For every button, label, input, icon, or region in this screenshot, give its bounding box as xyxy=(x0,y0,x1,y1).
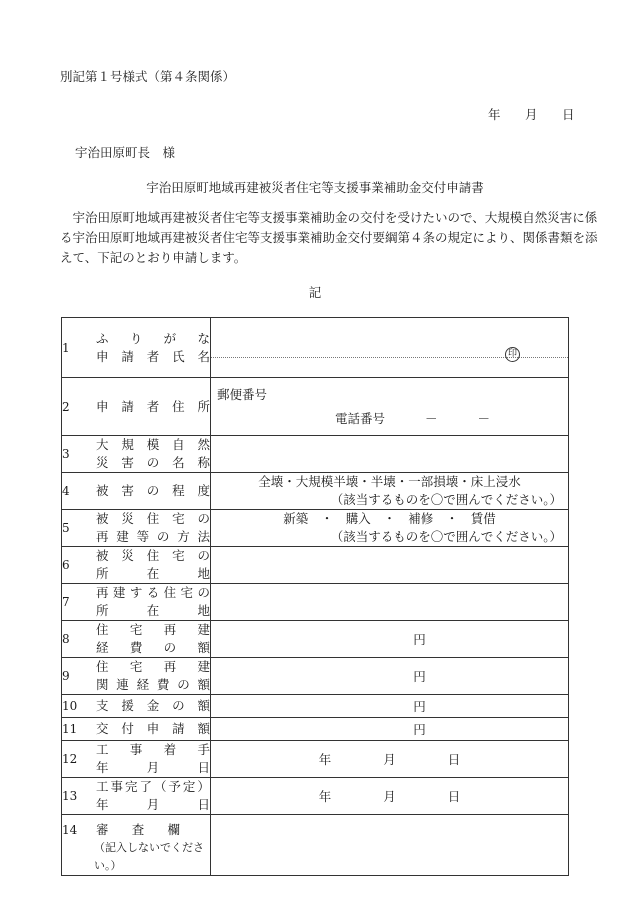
label-char: 再 xyxy=(96,585,109,600)
label-char: 度 xyxy=(197,483,210,498)
label-char: 再 xyxy=(163,659,177,674)
label-char: 所 xyxy=(96,603,109,618)
label-char: 自 xyxy=(172,437,185,452)
addressee: 宇治田原町長 様 xyxy=(75,145,176,160)
label-char: 審 xyxy=(96,822,109,837)
row-number: 13 xyxy=(62,778,91,815)
label-char: 称 xyxy=(197,455,210,470)
table-row xyxy=(62,718,569,741)
label-char: 建 xyxy=(112,585,126,600)
table-row xyxy=(62,584,569,621)
label-char: 害 xyxy=(121,483,134,498)
label-line xyxy=(90,658,210,676)
label-char: 経 xyxy=(96,640,109,655)
label-char: 大 xyxy=(96,437,109,452)
row-number: 9 xyxy=(62,658,91,695)
label-char: 地 xyxy=(197,603,210,618)
label-char: 請 xyxy=(172,721,185,736)
label-line xyxy=(90,398,210,416)
label-char: 関 xyxy=(96,677,109,692)
label-char: 査 xyxy=(131,822,145,837)
label-char: 申 xyxy=(146,721,160,736)
table-row xyxy=(62,741,569,778)
label-line xyxy=(90,759,210,777)
row-label xyxy=(90,718,211,741)
label-char: 方 xyxy=(177,529,190,544)
related-cost-field[interactable] xyxy=(211,658,569,695)
label-char: 在 xyxy=(146,603,160,618)
label-char: な xyxy=(197,330,210,346)
label-char: の xyxy=(156,529,170,544)
label-char: 宅 xyxy=(172,548,185,563)
row-label xyxy=(90,378,211,436)
table-row xyxy=(62,815,569,876)
row-label xyxy=(90,510,211,547)
label-char: 住 xyxy=(146,548,160,563)
label-char: の xyxy=(197,585,210,600)
label-line xyxy=(90,528,210,546)
label-line xyxy=(90,621,210,639)
label-char: る xyxy=(146,585,160,600)
month-label: 月 xyxy=(383,752,396,767)
seal-icon: 印 xyxy=(505,347,520,362)
row-number: 7 xyxy=(62,584,91,621)
label-line xyxy=(90,796,210,814)
label-char: 費 xyxy=(129,640,143,655)
label-char: 災 xyxy=(96,455,109,470)
applicant-name-field[interactable] xyxy=(211,318,569,378)
body-paragraph xyxy=(60,208,598,268)
label-char: 建 xyxy=(116,529,129,544)
label-line xyxy=(90,639,210,657)
label-char: 欄 xyxy=(167,822,180,837)
label-char: 年 xyxy=(96,760,109,775)
yen-unit: 円 xyxy=(413,669,426,684)
rebuild-options[interactable]: 新築 ・ 購入 ・ 補修 ・ 賃借 xyxy=(283,511,496,526)
label-char: 工 xyxy=(96,742,109,757)
label-char: 完 xyxy=(124,779,138,794)
label-char: 被 xyxy=(96,483,109,498)
rebuilt-house-location-field[interactable] xyxy=(211,584,569,621)
construction-start-field[interactable] xyxy=(211,741,569,778)
day-label: 日 xyxy=(447,752,461,767)
yen-unit: 円 xyxy=(413,722,426,737)
label-char: 者 xyxy=(146,348,160,364)
label-char: 事 xyxy=(129,742,143,757)
row-number: 2 xyxy=(62,378,91,436)
ki-heading: 記 xyxy=(308,285,322,300)
yen-unit: 円 xyxy=(413,632,426,647)
label-char: 所 xyxy=(197,398,210,414)
label-char: 規 xyxy=(121,437,134,452)
label-char: 連 xyxy=(116,677,129,692)
damage-options[interactable]: 全壊・大規模半壊・半壊・一部損壊・床上浸水 xyxy=(258,474,521,489)
label-line xyxy=(90,547,210,565)
label-char: 請 xyxy=(121,348,134,364)
label-char: の xyxy=(163,640,177,655)
label-char: 住 xyxy=(96,622,109,637)
label-char: 建 xyxy=(197,622,210,637)
label-char: 地 xyxy=(197,566,210,581)
label-char: 宅 xyxy=(172,511,185,526)
table-row xyxy=(62,436,569,473)
label-char: 定 xyxy=(182,779,196,794)
label-char: 交 xyxy=(96,721,109,736)
label-line xyxy=(90,436,210,454)
label-char: 日 xyxy=(197,760,210,775)
table-row xyxy=(62,547,569,584)
date-fields[interactable] xyxy=(211,787,568,805)
row-number: 5 xyxy=(62,510,91,547)
label-line xyxy=(90,676,210,694)
label-line xyxy=(90,348,210,366)
label-char: ふ xyxy=(96,330,109,346)
label-char: 建 xyxy=(197,659,210,674)
label-char: 名 xyxy=(172,455,185,470)
date-month: 月 xyxy=(525,107,538,122)
label-char: 害 xyxy=(121,455,134,470)
phone-label: 電話番号 xyxy=(334,410,385,426)
label-char: 手 xyxy=(197,742,210,757)
table-row xyxy=(62,621,569,658)
label-char: 援 xyxy=(121,698,134,713)
label-char: 宅 xyxy=(129,659,143,674)
label-char: 住 xyxy=(146,511,160,526)
year-label: 年 xyxy=(318,752,332,767)
label-char: 住 xyxy=(96,659,109,674)
label-char: 氏 xyxy=(172,348,185,364)
support-amount-field[interactable] xyxy=(211,695,569,718)
row-label xyxy=(90,815,211,876)
label-line xyxy=(90,330,210,348)
label-char: り xyxy=(129,330,143,346)
label-char: 宅 xyxy=(180,585,194,600)
label-char: 着 xyxy=(163,742,177,757)
row-label xyxy=(90,436,211,473)
day-label: 日 xyxy=(447,789,461,804)
disaster-name-field[interactable] xyxy=(211,436,569,473)
table-row xyxy=(62,378,569,436)
label-char: 付 xyxy=(121,721,134,736)
table-row xyxy=(62,695,569,718)
table-row xyxy=(62,510,569,547)
body-line: えて、下記のとおり申請します。 xyxy=(60,250,247,265)
row-label xyxy=(90,778,211,815)
label-char: 額 xyxy=(197,640,210,655)
label-char: 然 xyxy=(197,437,210,452)
label-char: 申 xyxy=(96,348,109,364)
date-day: 日 xyxy=(562,107,575,122)
year-label: 年 xyxy=(318,789,332,804)
application-table xyxy=(61,317,569,876)
label-char: 月 xyxy=(146,797,160,812)
postal-code-label: 郵便番号 xyxy=(217,386,268,402)
rebuild-cost-field[interactable] xyxy=(211,621,569,658)
table-row xyxy=(62,778,569,815)
rebuild-note: （該当するものを〇で囲んでください。） xyxy=(330,529,562,544)
row-number: 4 xyxy=(62,473,91,510)
row-number: 10 xyxy=(62,695,91,718)
label-char: 額 xyxy=(197,698,210,713)
label-line xyxy=(90,602,210,620)
label-char: 程 xyxy=(172,483,185,498)
label-char: の xyxy=(197,548,210,563)
table-row xyxy=(62,318,569,378)
document-title: 宇治田原町地域再建被災者住宅等支援事業補助金交付申請書 xyxy=(146,180,484,195)
label-char: ） xyxy=(197,779,210,794)
form-label: 別記第１号様式（第４条関係） xyxy=(60,69,236,84)
label-line xyxy=(90,741,210,759)
label-line xyxy=(90,720,210,738)
damage-degree-field[interactable] xyxy=(211,473,569,510)
row-number: 14 xyxy=(62,815,91,876)
label-line xyxy=(90,584,210,602)
label-char: 日 xyxy=(197,797,210,812)
label-char: 事 xyxy=(110,779,123,794)
row-number: 1 xyxy=(62,318,91,378)
label-char: 者 xyxy=(146,398,160,414)
label-char: 支 xyxy=(96,698,109,713)
label-char: 再 xyxy=(96,529,109,544)
row-label xyxy=(90,658,211,695)
date-fields[interactable] xyxy=(211,750,568,768)
label-char: （ xyxy=(153,779,167,794)
damage-note: （該当するものを〇で囲んでください。） xyxy=(330,492,562,507)
row-number: 8 xyxy=(62,621,91,658)
label-char: 月 xyxy=(146,760,160,775)
label-char: 再 xyxy=(163,622,177,637)
row-label xyxy=(90,695,211,718)
label-char: の xyxy=(197,511,210,526)
phone-line[interactable] xyxy=(211,409,568,429)
row-label xyxy=(90,318,211,378)
label-char: の xyxy=(172,698,185,713)
label-char: 在 xyxy=(146,566,160,581)
label-char: が xyxy=(163,330,177,346)
label-char: 工 xyxy=(96,779,109,794)
row-label xyxy=(90,584,211,621)
label-char: 申 xyxy=(96,398,109,414)
table-row xyxy=(62,658,569,695)
yen-unit: 円 xyxy=(413,699,426,714)
review-field xyxy=(211,815,569,876)
label-char: 了 xyxy=(139,779,152,794)
label-char: 費 xyxy=(156,677,170,692)
date-year: 年 xyxy=(488,107,501,122)
row-number: 11 xyxy=(62,718,91,741)
phone-dash: － xyxy=(424,410,438,426)
label-char: 年 xyxy=(96,797,109,812)
month-label: 月 xyxy=(383,789,396,804)
construction-end-field[interactable] xyxy=(211,778,569,815)
label-line xyxy=(90,778,210,796)
label-line xyxy=(90,454,210,472)
applicant-address-field[interactable] xyxy=(211,378,569,436)
label-char: 予 xyxy=(168,779,181,794)
table-row xyxy=(62,473,569,510)
row-number: 6 xyxy=(62,547,91,584)
label-line xyxy=(90,510,210,528)
label-char: 住 xyxy=(172,398,185,414)
label-line xyxy=(90,565,210,583)
label-char: 災 xyxy=(121,548,134,563)
label-char: 被 xyxy=(96,511,109,526)
phone-dash: － xyxy=(477,410,490,426)
row-label xyxy=(90,621,211,658)
label-char: 等 xyxy=(136,529,150,544)
body-line: る宇治田原町地域再建被災者住宅等支援事業補助金交付要綱第４条の規定により、関係書類を添 xyxy=(60,230,598,245)
row-label xyxy=(90,741,211,778)
label-char: 金 xyxy=(146,698,160,713)
label-char: 請 xyxy=(121,398,134,414)
label-char: 被 xyxy=(96,548,109,563)
label-char: 経 xyxy=(136,677,150,692)
label-char: 法 xyxy=(197,529,210,544)
label-char: 災 xyxy=(121,511,134,526)
label-char: す xyxy=(129,585,143,600)
row-number: 12 xyxy=(62,741,91,778)
label-char: 模 xyxy=(146,437,160,452)
label-line xyxy=(90,821,210,839)
row-label xyxy=(90,547,211,584)
row-number: 3 xyxy=(62,436,91,473)
label-char: 額 xyxy=(197,721,210,736)
label-char: 所 xyxy=(96,566,109,581)
label-char: 額 xyxy=(197,677,210,692)
label-line xyxy=(90,697,210,715)
label-char: の xyxy=(177,677,190,692)
body-line: 宇治田原町地域再建被災者住宅等支援事業補助金の交付を受けたいので、大規模自然災害に係 xyxy=(60,210,598,225)
label-char: 名 xyxy=(197,348,210,364)
damaged-house-location-field[interactable] xyxy=(211,547,569,584)
label-char: 住 xyxy=(163,585,177,600)
rebuild-method-field[interactable] xyxy=(211,510,569,547)
label-char: 宅 xyxy=(129,622,143,637)
review-note: （記入しないでください。） xyxy=(94,841,204,872)
requested-amount-field[interactable] xyxy=(211,718,569,741)
label-line xyxy=(90,482,210,500)
row-label xyxy=(90,473,211,510)
label-char: の xyxy=(146,455,160,470)
label-char: の xyxy=(146,483,160,498)
